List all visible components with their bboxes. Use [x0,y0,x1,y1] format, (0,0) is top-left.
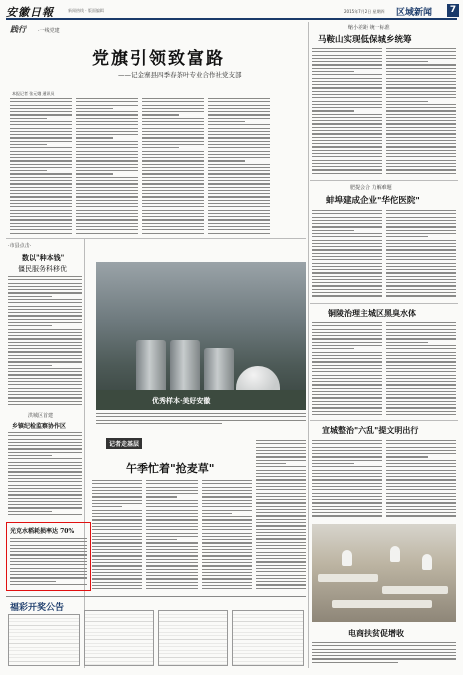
feature-body-col-2 [146,480,198,592]
photo-caption [96,413,306,429]
feature-body-col-3 [202,480,252,592]
left-story2-headline: 乡镇纪检监察协作区 [12,423,67,430]
lottery-rule [6,596,306,597]
right-story5-body [312,642,456,668]
feature-headline: 午季忙着"抢麦草" [126,462,215,475]
left-story2-kicker: 洪城区首建 [28,413,54,419]
industrial-photo [96,262,306,410]
right-story4-body-b [386,440,456,520]
ecommerce-photo [312,524,456,622]
right-story1-headline: 马鞍山实现低保城乡统筹 [318,35,412,45]
lead-byline: 本报记者 张元娥 通讯员 [12,91,55,96]
left-story2-body [8,432,82,518]
feature-body-col-4 [256,440,306,592]
right-story1-kicker: 缩小差距 统一标准 [348,25,390,31]
photo-worker-1 [342,550,352,566]
photo-silo-2 [170,340,200,392]
photo-silo-3 [204,348,234,392]
right-column-rule [308,22,309,668]
photo-silo-1 [136,340,166,392]
lead-body-col-3 [142,98,204,238]
lottery-table-4 [232,610,304,666]
right-story1-body-a [312,48,382,178]
lead-subhead: ——记金寨县四季春茶叶专业合作社党支部 [118,71,242,79]
page-number: 7 [447,4,459,17]
right-story4-headline: 宣城整治"六乱"提文明出行 [322,425,419,435]
feature-body-col-1 [92,480,142,592]
photo-tray-2 [382,586,448,594]
left-story1-headline: 数以"种本钱" [22,253,65,262]
series-tag: 践行 [10,24,26,34]
photo-tray-1 [318,574,378,582]
section-name: 区域新闻 [396,8,433,18]
left-column-rule [84,238,85,668]
left-story1-subhead: 僵民服务科移优 [18,265,67,273]
issue-date: 2015年7月2日 星期四 [344,9,385,14]
lottery-table-3 [158,610,228,666]
highlighted-headline: 光克水稻耗损率达 70% [10,528,75,535]
left-story1-body [8,276,82,408]
lottery-table-2 [84,610,154,666]
lead-body-col-4 [208,98,270,238]
right-rule-2 [310,303,458,304]
right-story3-body-a [312,322,382,418]
right-story3-body-b [386,322,456,418]
right-rule-1 [310,180,458,181]
left-section-tag: ·市县点击· [8,243,32,249]
paper-name: 安徽日報 [6,6,54,19]
lottery-headline: 福彩开奖公告 [10,603,65,613]
lead-body-col-1b [10,190,72,230]
feature-tag: 记者走基层 [106,438,142,449]
right-story5-headline: 电商扶贫促增收 [348,628,404,638]
photo-overlay-text: 优秀样本·美好安徽 [152,396,211,405]
right-story2-body-b [386,210,456,300]
right-rule-3 [310,420,458,421]
right-story2-kicker: 肥提会合 力解难题 [350,185,392,191]
right-story2-headline: 蚌埠建成企业"华佗医院" [326,196,420,206]
right-story1-body-b [386,48,456,178]
photo-tray-3 [332,600,432,608]
highlighted-body [10,538,87,588]
masthead [6,4,457,20]
lead-body-col-2 [76,98,138,238]
photo-worker-2 [390,546,400,562]
lead-bottom-rule [6,238,306,239]
lottery-table-1 [8,614,80,666]
paper-sub: 新闻热线 · 版面编辑 [68,8,104,13]
right-story2-body-a [312,210,382,300]
right-story4-body-a [312,440,382,520]
series-kicker: ·一线党建 [38,28,60,34]
lead-headline: 党旗引领致富路 [92,49,225,69]
photo-worker-3 [422,554,432,570]
right-story3-headline: 铜陵治理主城区黑臭水体 [328,308,416,318]
